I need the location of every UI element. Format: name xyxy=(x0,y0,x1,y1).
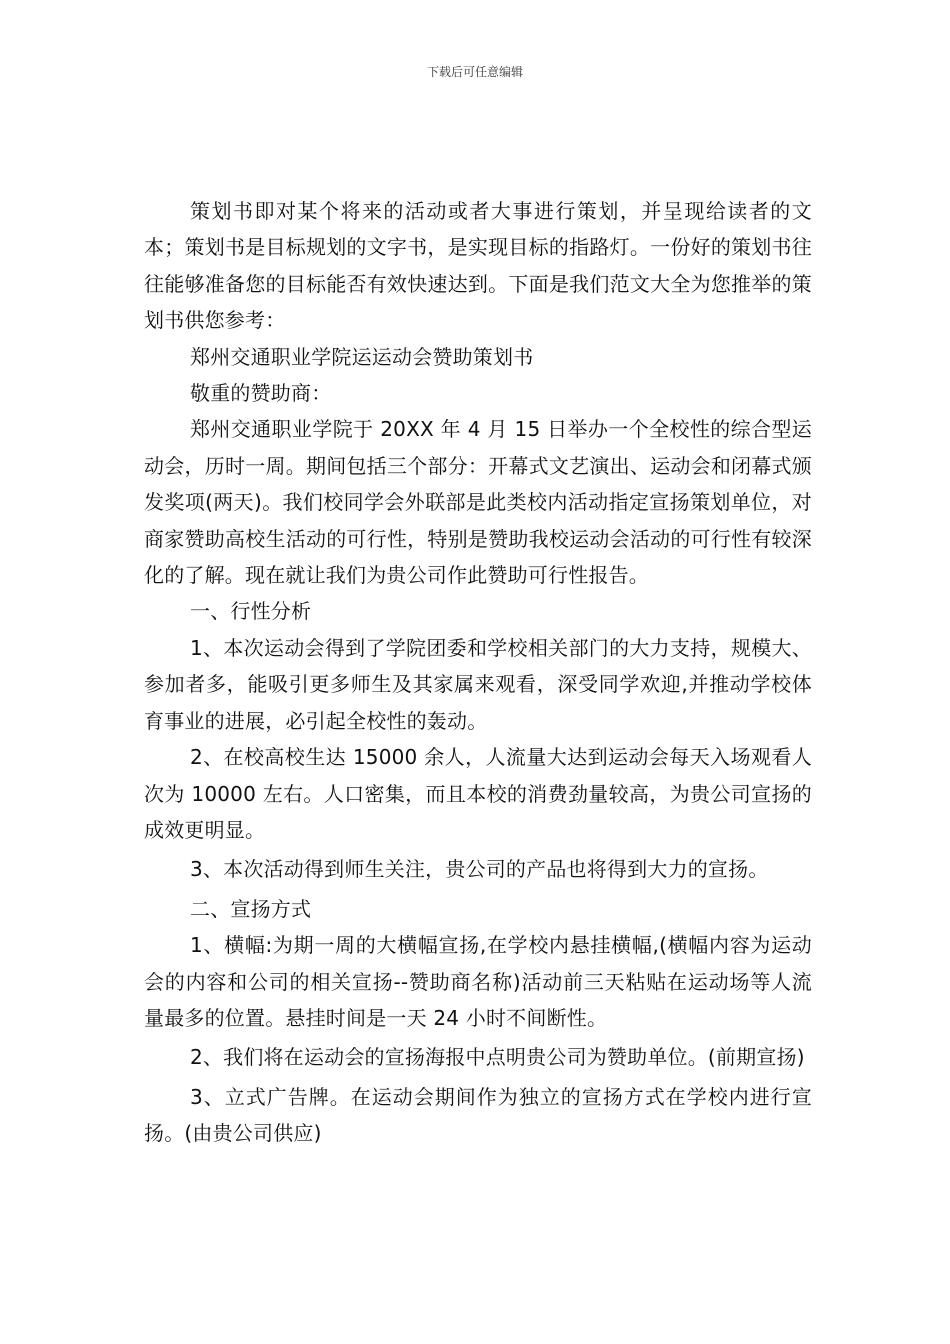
document-title: 郑州交通职业学院运运动会赞助策划书 xyxy=(190,344,534,369)
promotion-item-2: 2、我们将在运动会的宣扬海报中点明贵公司为赞助单位。(前期宣扬) xyxy=(190,1045,805,1070)
section-heading-feasibility: 一、行性分析 xyxy=(190,599,312,624)
section-heading-promotion: 二、宣扬方式 xyxy=(190,896,312,921)
feasibility-item-1: 1、本次运动会得到了学院团委和学校相关部门的大力支持，规模大、参加者多，能吸引更多师生及其家属来观看，深受同学欢迎,并推动学校体育事业的进展，必引起全校性的轰动。 xyxy=(144,635,812,733)
page-header-note: 下载后可任意编辑 xyxy=(426,65,523,79)
feasibility-item-2: 2、在校高校生达 15000 余人，人流量大达到运动会每天入场观看人次为 10000 左右。人口密集，而且本校的消费劲量较高，为贵公司宣扬的成效更明显。 xyxy=(144,745,812,842)
promotion-item-3: 3、立式广告牌。在运动会期间作为独立的宣扬方式在学校内进行宣扬。(由贵公司供应) xyxy=(144,1084,812,1146)
intro-paragraph: 策划书即对某个将来的活动或者大事进行策划，并呈现给读者的文本；策划书是目标规划的文字书，是实现目标的指路灯。一份好的策划书往往能够准备您的目标能否有效快速达到。下面是我们范文大全为您推举的策划书供您参考： xyxy=(144,199,812,333)
salutation: 敬重的赞助商： xyxy=(190,381,332,406)
promotion-item-1: 1、横幅:为期一周的大横幅宣扬,在学校内悬挂横幅,(横幅内容为运动会的内容和公司的相关宣扬--赞助商名称)活动前三天粘贴在运动场等人流量最多的位置。悬挂时间是一天 24 小时不间断性。 xyxy=(144,933,812,1030)
feasibility-item-3: 3、本次活动得到师生关注，贵公司的产品也将得到大力的宣扬。 xyxy=(190,857,769,882)
document-body xyxy=(144,193,812,1152)
overview-paragraph: 郑州交通职业学院于 20XX 年 4 月 15 日举办一个全校性的综合型运动会，历时一周。期间包括三个部分：开幕式文艺演出、运动会和闭幕式颁发奖项(两天)。我们校同学会外联部是此类校内活动指定宣扬策划单位，对商家赞助高校生活动的可行性，特别是赞助我校运动会活动的可行性有较深化的了解。现在就让我们为贵公司作此赞助可行性报告。 xyxy=(144,417,812,588)
